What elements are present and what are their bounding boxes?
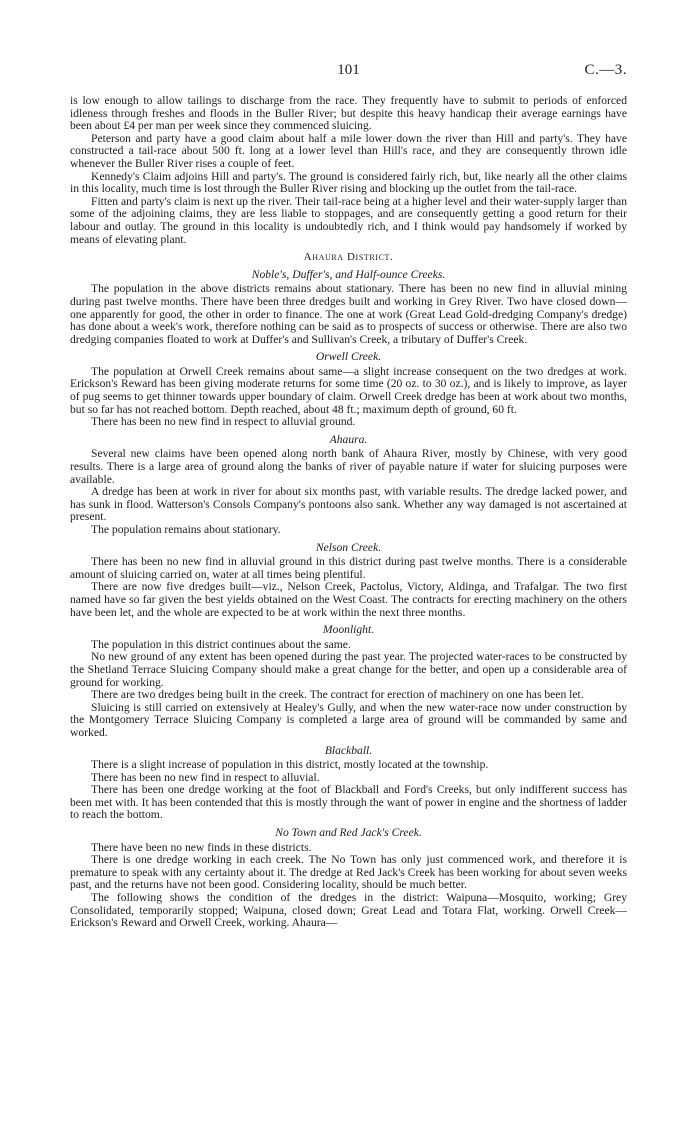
paragraph: A dredge has been at work in river for about six months past, with variable results. The dredge lacked power, and has sunk in flood. Watterson's Consols Company's pontoons also sank. Whether any way damaged is not ascertained at present. xyxy=(70,485,627,524)
paragraph: The population remains about stationary. xyxy=(91,523,281,536)
paragraph: The population in this district continues about the same. xyxy=(91,637,351,651)
paragraph: No new ground of any extent has been opened during the past year. The projected water-races to be constructed by the Shetland Terrace Sluicing Company should make a great change for the better, and open up a considerable area of ground for working. xyxy=(70,650,627,689)
paragraph: The following shows the condition of the dredges in the district: Waipuna—Mosquito, working; Grey Consolidated, temporarily stopped; Waipuna, closed down; Great Lead and Totara Flat, working. Orwell Creek—Erickson's Reward and Orwell Creek, working. Ahaura— xyxy=(70,891,627,930)
paragraph: There have been no new finds in these districts. xyxy=(91,840,312,854)
paragraph: There has been no new find in alluvial ground in this district during past twelve months. There is a considerable amount of sluicing carried on, water at all times being plentiful. xyxy=(70,555,627,581)
document-reference: C.—3. xyxy=(584,62,627,78)
paragraph: Kennedy's Claim adjoins Hill and party's. The ground is considered fairly rich, but, like nearly all the other claims in this locality, much time is lost through the Buller River rising and blocking up the outlet from the tail-race. xyxy=(70,169,627,196)
page-header xyxy=(70,0,627,78)
paragraph: The population at Orwell Creek remains about same—a slight increase consequent on the two dredges at work. Erickson's Reward has been giving moderate returns for some time (20 oz. to 30 oz.), and is likely to improve, as layer of pug seems to get thinner towards upper boundary of claim. Orwell Creek dredge has been at work about two months, but so far has not reached bottom. Depth reached, about 48 ft.; maximum depth of ground, 60 ft. xyxy=(70,364,627,416)
paragraph: There is a slight increase of population in this district, mostly located at the township. xyxy=(91,758,489,772)
paragraph: Sluicing is still carried on extensively at Healey's Gully, and when the new water-race now under construction by the Montgomery Terrace Sluicing Company is completed a large area of ground will be commanded by same and worked. xyxy=(70,700,627,739)
section-heading: Moonlight. xyxy=(322,623,375,637)
paragraph: Peterson and party have a good claim about half a mile lower down the river than Hill and party's. They have constructed a tail-race about 500 ft. long at a lower level than Hill's race, and they are consequently thrown idle whenever the Buller River rises a couple of feet. xyxy=(70,131,627,170)
paragraph: is low enough to allow tailings to discharge from the race. They frequently have to submit to periods of enforced idleness through freshes and floods in the Buller River; but despite this heavy handicap their average earnings have been about £4 per man per week since they commenced sluicing. xyxy=(70,94,627,133)
district-heading: Ahaura District. xyxy=(303,251,394,264)
page-number: 101 xyxy=(337,62,360,78)
section-heading: No Town and Red Jack's Creek. xyxy=(275,826,422,840)
paragraph: There has been one dredge working at the foot of Blackball and Ford's Creeks, but only indifferent success has been met with. It has been contended that this is mostly through the want of power in engine and the shortness of ladder to reach the bottom. xyxy=(70,783,627,822)
report-body xyxy=(70,95,627,930)
paragraph: The population in the above districts remains about stationary. There has been no new find in alluvial mining during past twelve months. There have been three dredges built and working in Grey River. Two have closed down—one apparently for good, the other in order to finance. The one at work (Great Lead Gold-dredging Company's dredge) has done about a week's work, therefore nothing can be said as to prospects of success or otherwise. There are also two dredging companies floated to work at Duffer's and Sullivan's Creek, a tributary of Duffer's Creek. xyxy=(70,282,627,346)
paragraph: There are now five dredges built—viz., Nelson Creek, Pactolus, Victory, Aldinga, and Trafalgar. The two first named have so far given the best yields obtained on the West Coast. The contracts for erecting machinery on the others have been let, and the whole are expected to be at work within the next three months. xyxy=(70,580,627,619)
section-heading: Orwell Creek. xyxy=(315,350,382,364)
section-heading: Blackball. xyxy=(324,743,373,757)
paragraph: Fitten and party's claim is next up the river. Their tail-race being at a higher level and their water-supply larger than some of the adjoining claims, they are less liable to stoppages, and are consequently getting a good return for their labour and outlay. The ground in this locality is undoubtedly rich, and I think would pay handsomely if worked by means of elevating plant. xyxy=(70,194,627,246)
paragraph: There has been no new find in respect to alluvial ground. xyxy=(91,415,356,429)
section-heading: Nelson Creek. xyxy=(315,540,382,554)
section-heading: Noble's, Duffer's, and Half-ounce Creeks. xyxy=(251,267,446,281)
paragraph: Several new claims have been opened along north bank of Ahaura River, mostly by Chinese, with very good results. There is a large area of ground along the banks of river of payable nature if water for sluicing purposes were available. xyxy=(70,447,627,486)
paragraph: There is one dredge working in each creek. The No Town has only just commenced work, and therefore it is premature to speak with any certainty about it. The dredge at Red Jack's Creek has been working for about seven weeks past, and the returns have not been good. Considering locality, should be much better. xyxy=(70,853,627,892)
paragraph: There are two dredges being built in the creek. The contract for erection of machinery on one has been let. xyxy=(91,688,584,702)
paragraph: There has been no new find in respect to alluvial. xyxy=(91,770,320,784)
section-heading: Ahaura. xyxy=(329,432,368,446)
